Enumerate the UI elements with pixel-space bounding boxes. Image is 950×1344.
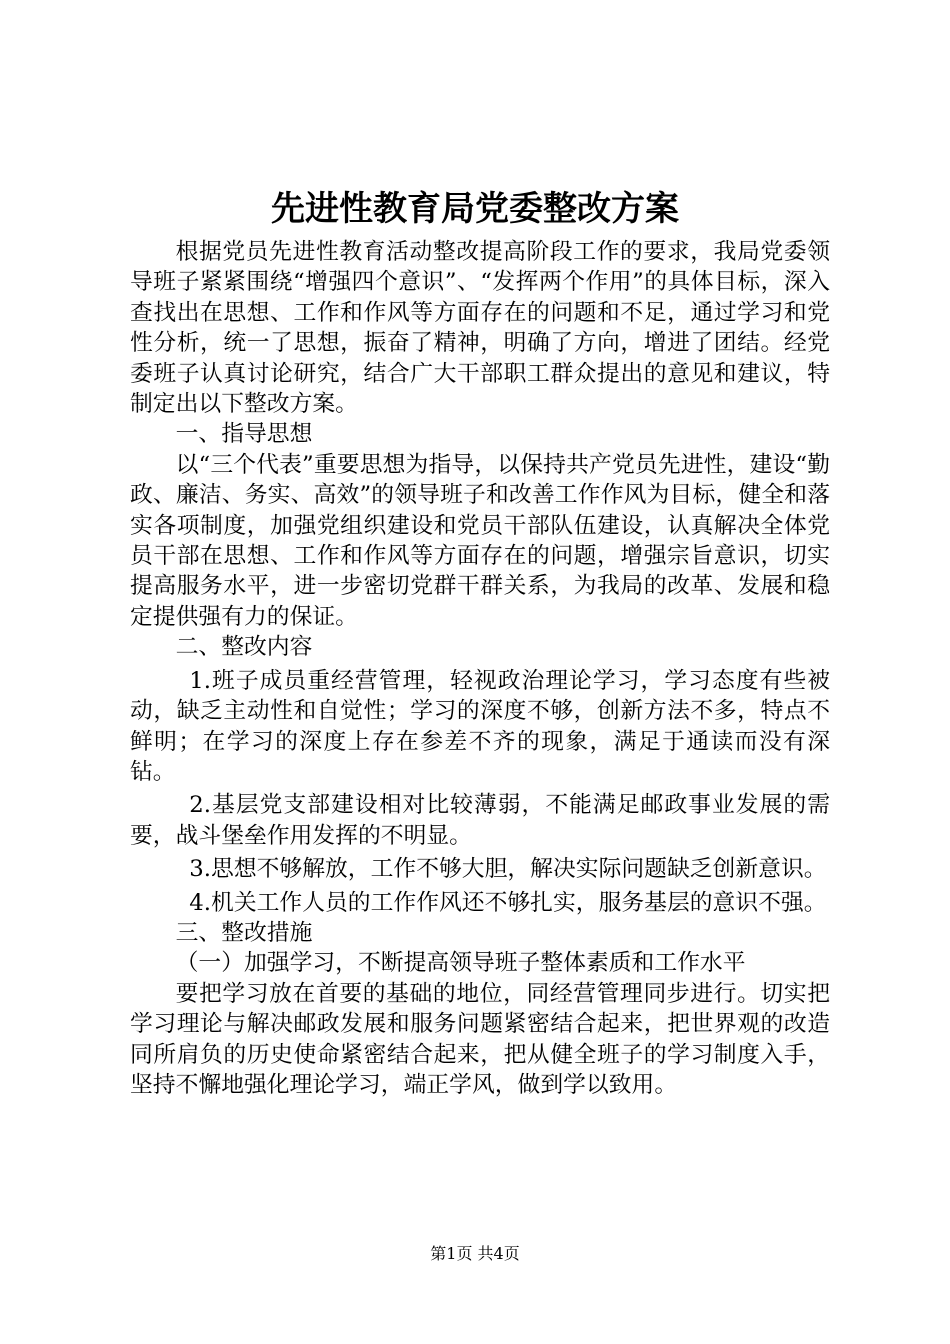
page-title: 先进性教育局党委整改方案 — [271, 189, 679, 229]
list-item: 4.机关工作人员的工作作风还不够扎实，服务基层的意识不强。 — [189, 889, 827, 916]
guiding-thought-paragraph: 以“三个代表”重要思想为指导，以保持共产党员先进性，建设“勤政、廉洁、务实、高效”的领导班子和改善工作作风为目标，健全和落实各项制度，加强党组织建设和党员干部队伍建设，认真解决全体党员干部在思想、工作和作风等方面存在的问题，增强宗旨意识，切实提高服务水平，进一步密切党群干群关系，为我局的改革、发展和稳定提供强有力的保证。 — [130, 451, 830, 630]
strengthen-study-paragraph: 要把学习放在首要的基础的地位，同经营管理同步进行。切实把学习理论与解决邮政发展和服务问题紧密结合起来，把世界观的改造同所肩负的历史使命紧密结合起来，把从健全班子的学习制度入手，坚持不懈地强化理论学习，端正学风，做到学以致用。 — [130, 980, 830, 1098]
list-item: 1.班子成员重经营管理，轻视政治理论学习，学习态度有些被动，缺乏主动性和自觉性；学习的深度不够，创新方法不多，特点不鲜明；在学习的深度上存在参差不齐的现象，满足于通读而没有深钻。 — [130, 667, 830, 785]
section-heading-guiding-thought: 一、指导思想 — [175, 421, 313, 448]
document-body — [130, 237, 830, 1100]
subsection-heading-strengthen-study: （一）加强学习，不断提高领导班子整体素质和工作水平 — [175, 950, 746, 977]
list-item: 3.思想不够解放，工作不够大胆，解决实际问题缺乏创新意识。 — [189, 856, 827, 883]
section-heading-rectification-content: 二、整改内容 — [175, 634, 313, 661]
section-heading-rectification-measures: 三、整改措施 — [175, 919, 313, 946]
intro-paragraph: 根据党员先进性教育活动整改提高阶段工作的要求，我局党委领导班子紧紧围绕“增强四个意识”、“发挥两个作用”的具体目标，深入查找出在思想、工作和作风等方面存在的问题和不足，通过学习和党性分析，统一了思想，振奋了精神，明确了方向，增进了团结。经党委班子认真讨论研究，结合广大干部职工群众提出的意见和建议，特制定出以下整改方案。 — [130, 239, 830, 418]
list-item: 2.基层党支部建设相对比较薄弱，不能满足邮政事业发展的需要，战斗堡垒作用发挥的不明显。 — [130, 792, 830, 849]
page-number: 第1页 共4页 — [430, 1244, 520, 1263]
